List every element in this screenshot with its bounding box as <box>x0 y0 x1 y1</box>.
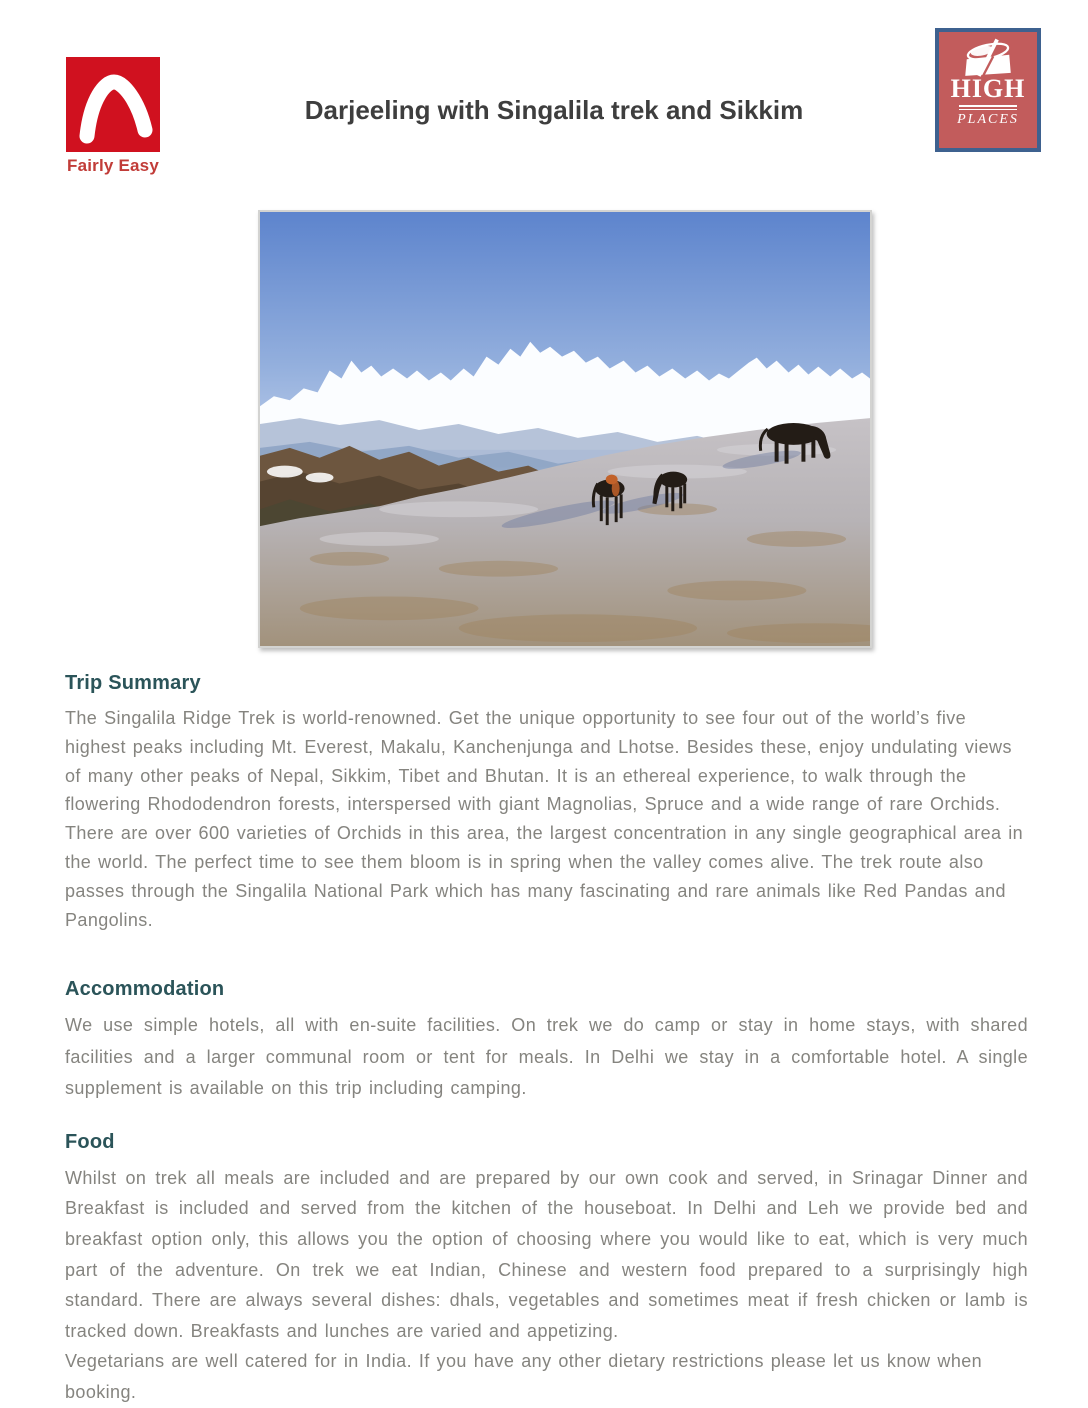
food-paragraph-2: Vegetarians are well catered for in India. If you have any other dietary restrictions please let us know when booking. <box>65 1351 983 1403</box>
brand-name-places: PLACES <box>957 112 1019 127</box>
trip-summary-heading: Trip Summary <box>65 672 201 694</box>
brand-name-high: HIGH <box>950 74 1026 103</box>
trip-summary-paragraph: The Singalila Ridge Trek is world-renowned. Get the unique opportunity to see four out of the world’s five highest peaks including Mt. Everest, Makalu, Kanchenjunga and Lhotse. Besides these, enjoy undulating views of many other peaks of Nepal, Sikkim, Tibet and Bhutan. It is an ethereal experience, to walk through the flowering Rhododendron forests, interspersed with giant Magnolias, Spruce and a wide range of rare Orchids. There are over 600 varieties of Orchids in this area, the largest concentration in any single geographical area in the world. The perfect time to see them bloom is in spring when the valley comes alive. The trek route also passes through the Singalila National Park which has many fascinating and rare animals like Red Pandas and Pangolins. <box>65 708 1024 930</box>
food-paragraph-1: Whilst on trek all meals are included and are prepared by our own cook and served, in Srinagar Dinner and Breakfast is included and served from the kitchen of the houseboat. In Delhi and Leh we provide bed and breakfast option only, this allows you the option of choosing where you would like to eat, which is very much part of the adventure. On trek we eat Indian, Chinese and western food prepared to a surprisingly high standard. There are always several dishes: dhals, vegetables and sometimes meat if fresh chicken or lamb is tracked down. Breakfasts and lunches are varied and appetizing. <box>65 1167 1028 1341</box>
food-heading: Food <box>65 1130 115 1153</box>
accommodation-paragraph: We use simple hotels, all with en-suite facilities. On trek we do camp or stay in home stays, with shared facilities and a larger communal room or tent for meals. In Delhi we stay in a comfortable hotel. A single supplement is available on this trip including camping. <box>65 1015 1028 1099</box>
difficulty-logo <box>66 57 160 152</box>
arch-icon <box>66 57 160 152</box>
mountain-horses-photo-illustration <box>260 212 870 646</box>
accommodation-heading: Accommodation <box>65 978 225 1001</box>
brand-divider <box>959 105 1017 110</box>
brand-logo <box>935 28 1041 152</box>
section-food <box>65 1131 1028 1408</box>
difficulty-label: Fairly Easy <box>67 156 159 175</box>
trip-photo <box>258 210 872 648</box>
page-title: Darjeeling with Singalila trek and Sikkim <box>304 95 804 125</box>
section-accommodation <box>65 978 1028 1105</box>
section-trip-summary <box>65 672 1028 934</box>
document-body <box>65 672 1028 1408</box>
